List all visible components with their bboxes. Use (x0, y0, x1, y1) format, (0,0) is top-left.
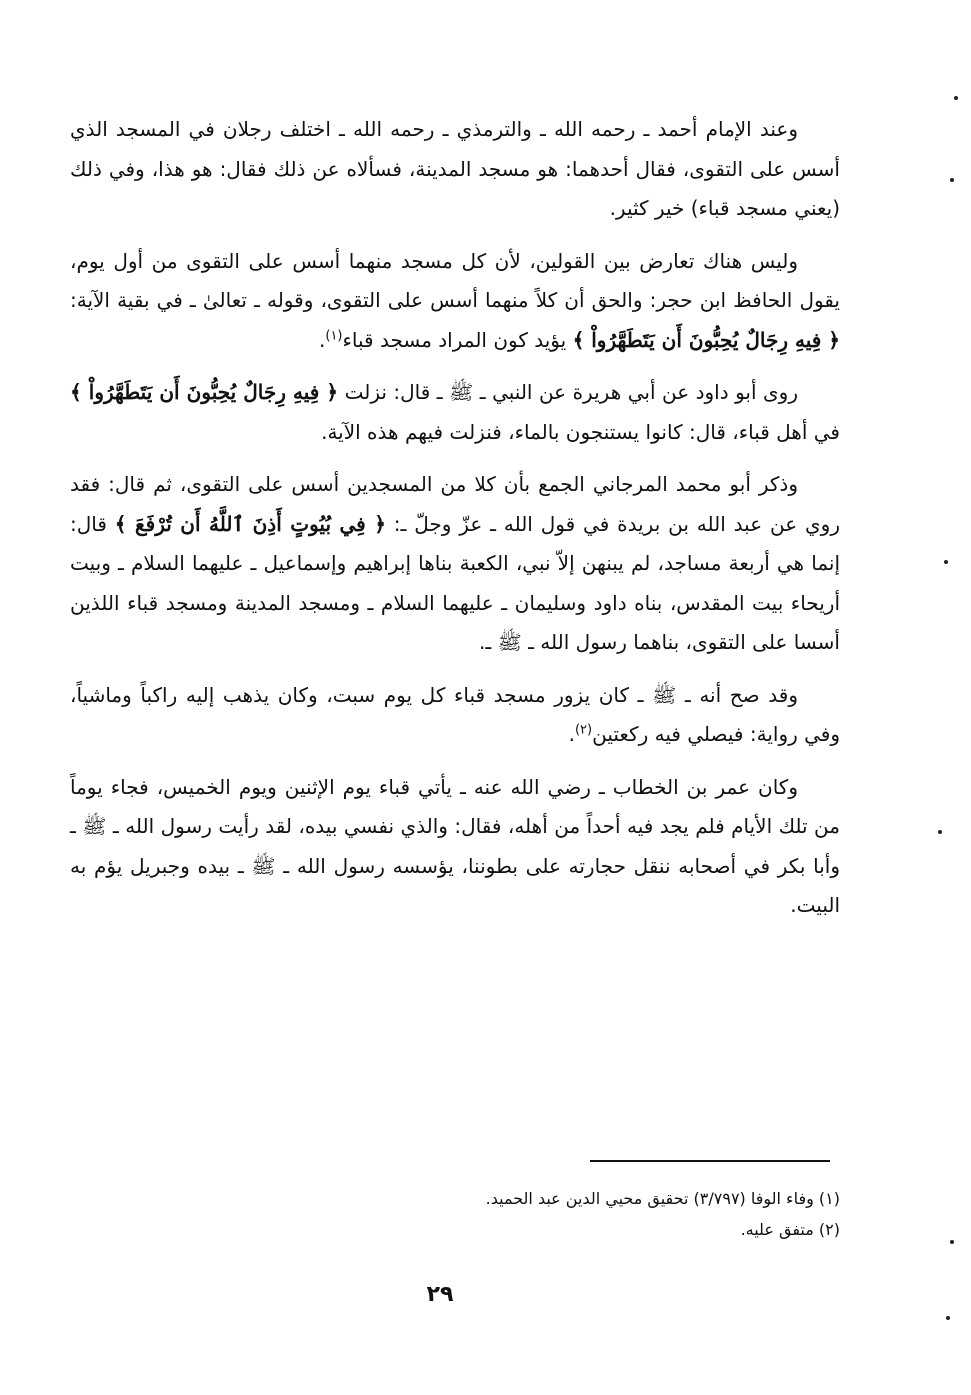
paragraph (70, 768, 840, 926)
text-segment: في أهل قباء، قال: كانوا يستنجون بالماء، فنزلت فيهم هذه الآية. (321, 419, 840, 444)
scan-speck (944, 560, 948, 564)
text-segment: . (319, 327, 326, 352)
text-segment: وليس هناك تعارض بين القولين، لأن كل مسجد منهما أسس على التقوى من أول يوم، يقول الحافظ ابن حجر: والحق أن كلاً منهما أسس على التقوى، وقوله ـ تعالىٰ ـ في بقية الآية: (70, 248, 840, 312)
footnote-ref[interactable]: (٢) (574, 722, 593, 738)
scan-speck (946, 1316, 950, 1320)
page-number: ٢٩ (426, 1282, 454, 1307)
paragraph (70, 110, 840, 229)
quran-verse: ﴿ فِيهِ رِجَالٌ يُحِبُّونَ أَن يَتَطَهَّرُواْ ﴾ (572, 327, 840, 352)
text-segment: وذكر أبو محمد المرجاني الجمع بأن كلا من المسجدين أسس على التقوى، ثم قال: فقد روي عن عبد الله بن بريدة في قول الله ـ عزّ وجلّ ـ: (70, 472, 841, 536)
text-segment: وعند الإمام أحمد ـ رحمه الله ـ والترمذي ـ رحمه الله ـ اختلف رجلان في المسجد الذي أسس على التقوى، فقال أحدهما: هو مسجد المدينة، فسألاه عن ذلك فقال: هو هذا، وفي ذلك (يعني مسجد قباء) خير كثير. (70, 117, 840, 220)
scan-speck (954, 96, 958, 100)
text-segment: . (568, 722, 575, 746)
paragraph (70, 676, 840, 755)
paragraph (70, 242, 840, 361)
main-text (70, 110, 840, 939)
quran-verse: ﴿ فِيهِ رِجَالٌ يُحِبُّونَ أَن يَتَطَهَّرُواْ ﴾ (70, 380, 339, 404)
scan-speck (938, 830, 942, 834)
text-segment: قال: إنما هي أربعة مساجد، لم يبنهن إلاّ نبي، الكعبة بناها إبراهيم وإسماعيل ـ عليهما السلام ـ وبيت أريحاء بيت المقدس، بناه داود وسليمان ـ عليهما السلام ـ ومسجد المدينة ومسجد قباء اللذين أسسا على التقوى، بناهما رسول الله ـ ﷺ ـ. (70, 511, 840, 654)
text-segment: وكان عمر بن الخطاب ـ رضي الله عنه ـ يأتي قباء يوم الإثنين ويوم الخميس، فجاء يوماً من تلك الأيام فلم يجد فيه أحداً من أهله، فقال: والذي نفسي بيده، لقد رأيت رسول الله ـ ﷺ ـ وأبا بكر في أصحابه ننقل حجارته على بطوننا، يؤسسه رسول الله ـ ﷺ ـ بيده وجبريل يؤم به البيت. (70, 774, 840, 917)
text-segment: روى أبو داود عن أبي هريرة عن النبي ـ ﷺ ـ قال: نزلت (338, 380, 798, 404)
text-segment: يؤيد كون المراد مسجد قباء (342, 327, 573, 352)
scan-speck (950, 1240, 954, 1244)
paragraph (70, 465, 840, 663)
text-segment: وقد صح أنه ـ ﷺ ـ كان يزور مسجد قباء كل يوم سبت، وكان يذهب إليه راكباً وماشياً، وفي رواية: فيصلي فيه ركعتين (70, 682, 840, 746)
footnote: (٢) متفق عليه. (740, 1220, 840, 1239)
footnote-divider (590, 1160, 830, 1162)
footnotes (300, 1183, 840, 1245)
quran-verse: ﴿ فِي بُيُوتٍ أَذِنَ ٱللَّهُ أَن تُرْفَعَ ﴾ (114, 511, 386, 536)
footnote: (١) وفاء الوفا (٣/٧٩٧) تحقيق محيي الدين عبد الحميد. (485, 1189, 840, 1208)
footnote-ref[interactable]: (١) (325, 327, 343, 343)
paragraph (70, 373, 840, 452)
scan-speck (950, 178, 954, 182)
